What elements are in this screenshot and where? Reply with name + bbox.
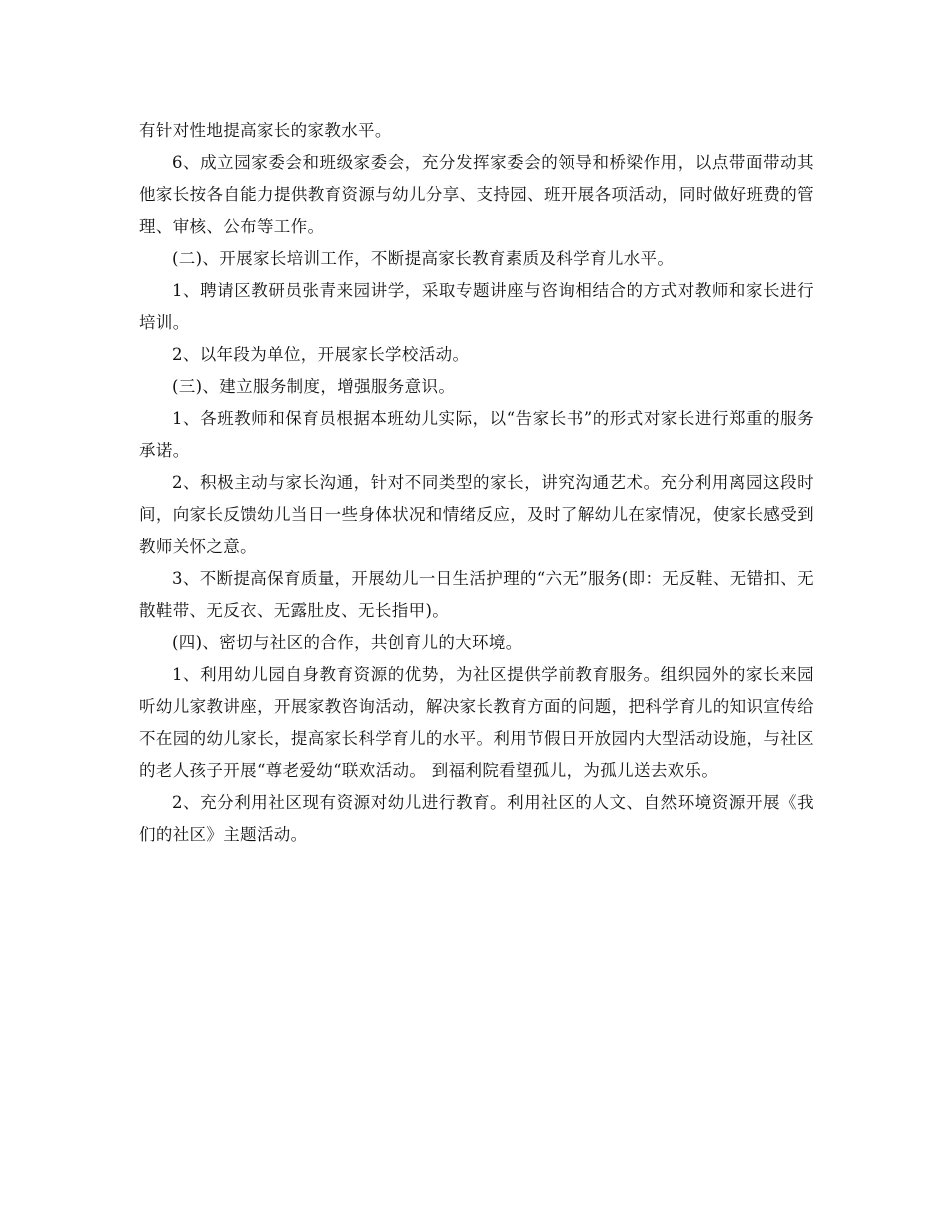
paragraph-4: 2、以年段为单位，开展家长学校活动。 (172, 345, 470, 364)
paragraph-7: 3、不断提高保育质量，开展幼儿一日生活护理的“六无”服务(即：无反鞋、无错扣、无散鞋带、无反衣、无露肚皮、无长指甲)。 (139, 569, 814, 620)
paragraph-8: 1、利用幼儿园自身教育资源的优势，为社区提供学前教育服务。组织园外的家长来园听幼儿家教讲座，开展家教咨询活动，解决家长教育方面的问题，把科学育儿的知识宣传给不在园的幼儿家长，提高家长科学育儿的水平。利用节假日开放园内大型活动设施，与社区的老人孩子开展“尊老爱幼“联欢活动。 到福利院看望孤儿，为孤儿送去欢乐。 (139, 665, 814, 780)
paragraph-2: 6、成立园家委会和班级家委会，充分发挥家委会的领导和桥梁作用，以点带面带动其他家长按各自能力提供教育资源与幼儿分享、支持园、班开展各项活动，同时做好班费的管理、审核、公布等工作。 (139, 153, 814, 236)
section-heading-3: (三)、建立服务制度，增强服务意识。 (172, 377, 456, 396)
section-heading-2: (二)、开展家长培训工作，不断提高家长教育素质及科学育儿水平。 (172, 249, 675, 268)
paragraph-6: 2、积极主动与家长沟通，针对不同类型的家长，讲究沟通艺术。充分利用离园这段时间，向家长反馈幼儿当日一些身体状况和情绪反应，及时了解幼儿在家情况，使家长感受到教师关怀之意。 (139, 473, 814, 556)
paragraph-3: 1、聘请区教研员张青来园讲学，采取专题讲座与咨询相结合的方式对教师和家长进行培训。 (139, 281, 814, 332)
paragraph-5: 1、各班教师和保育员根据本班幼儿实际，以“告家长书”的形式对家长进行郑重的服务承诺。 (139, 409, 814, 460)
paragraph-9: 2、充分利用社区现有资源对幼儿进行教育。利用社区的人文、自然环境资源开展《我们的社区》主题活动。 (139, 793, 814, 844)
section-heading-4: (四)、密切与社区的合作，共创育儿的大环境。 (172, 633, 523, 652)
document-body (139, 115, 814, 851)
paragraph-1: 有针对性地提高家长的家教水平。 (139, 121, 392, 140)
